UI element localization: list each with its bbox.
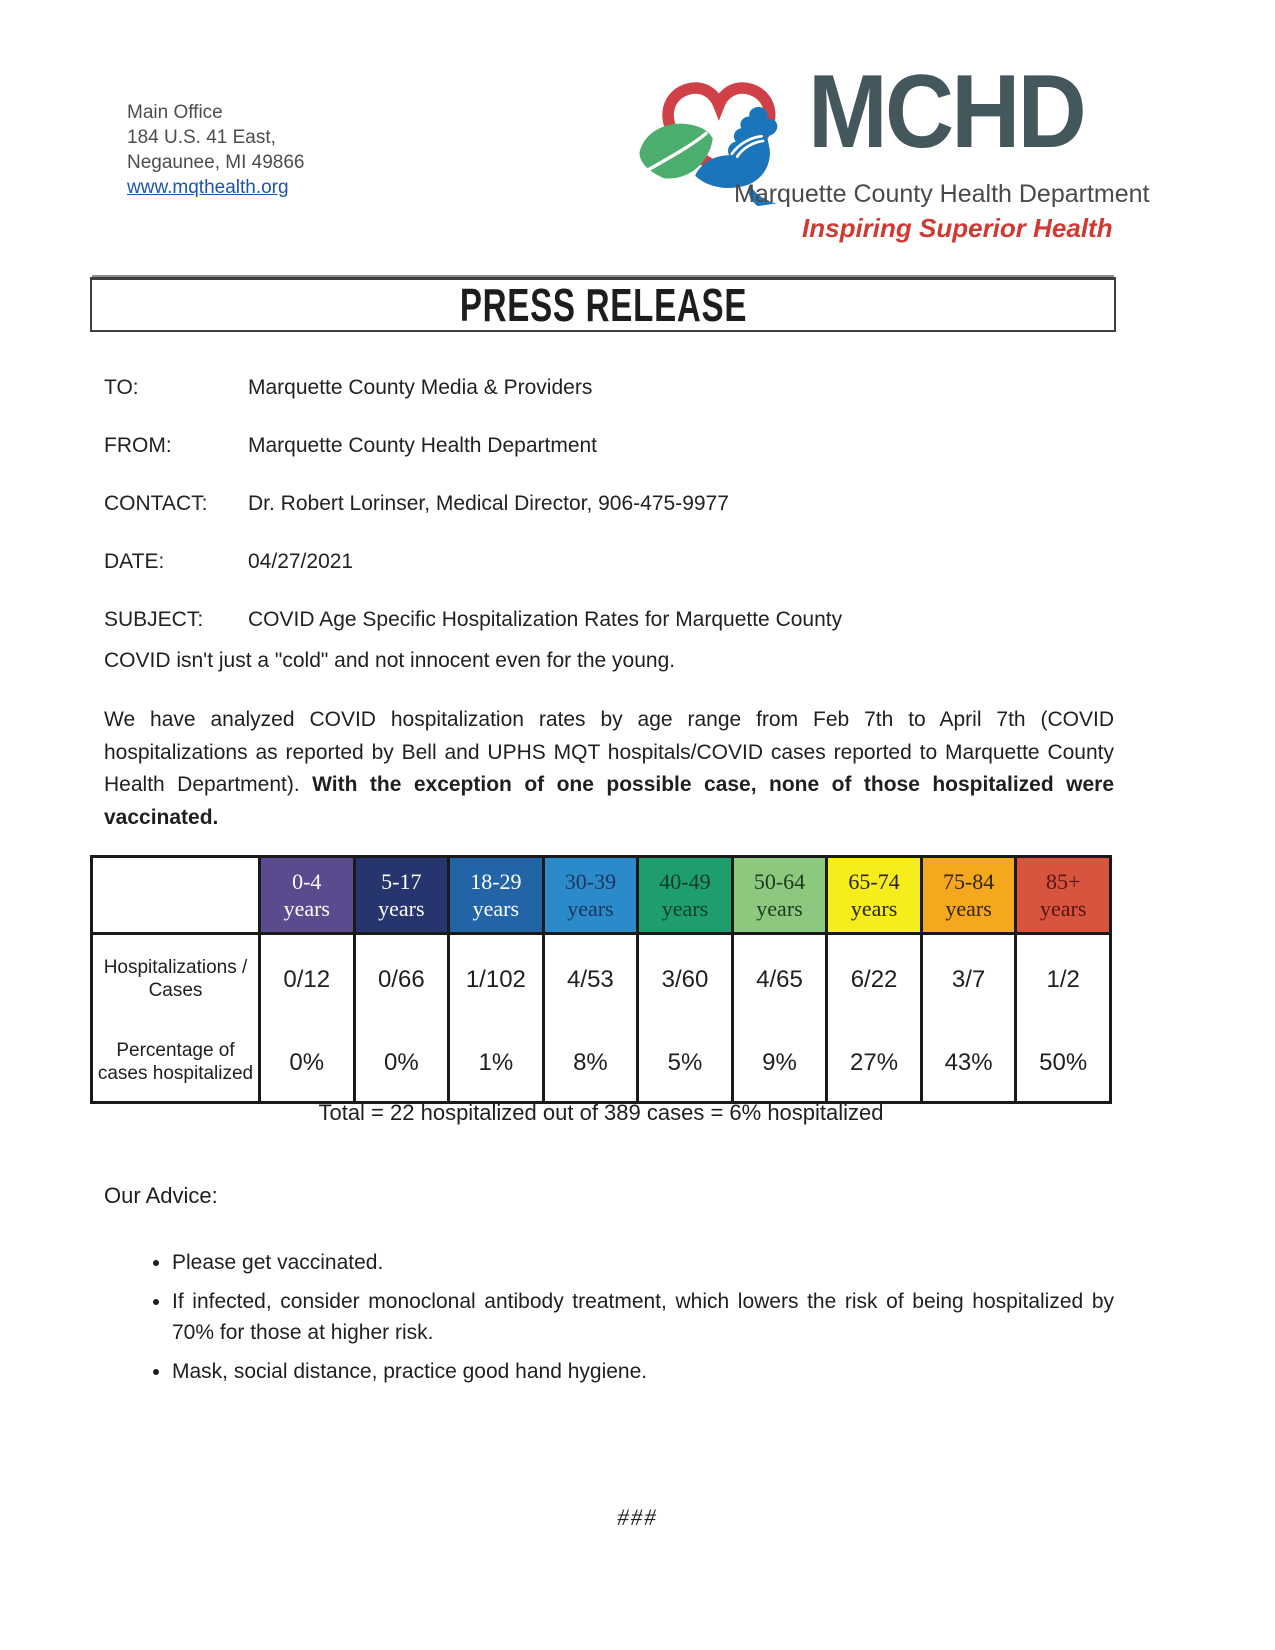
total-summary: Total = 22 hospitalized out of 389 cases = 6% hospitalized: [318, 1100, 884, 1125]
col-header-0-4: [260, 857, 355, 934]
body-text: [104, 648, 1114, 864]
pct-cell-0-4: 0%: [260, 1025, 355, 1103]
advice-list: [104, 1247, 1114, 1387]
hosp-cell-30-39: 4/53: [543, 934, 638, 1026]
age-range: 75-84: [942, 868, 995, 894]
logo-org-name: Marquette County Health Department: [734, 180, 1150, 208]
age-unit: years: [850, 896, 898, 921]
age-range: 40-49: [659, 868, 711, 894]
pct-cell-40-49: 5%: [638, 1025, 733, 1103]
hosp-cell-40-49: 3/60: [638, 934, 733, 1026]
col-header-18-29: [449, 857, 544, 934]
hosp-cell-85plus: 1/2: [1016, 934, 1111, 1026]
age-range: 50-64: [753, 868, 806, 894]
age-range: 85+: [1045, 868, 1081, 894]
age-range: 65-74: [848, 868, 900, 894]
contact-value: Dr. Robert Lorinser, Medical Director, 906-475-9977: [248, 492, 729, 515]
col-header-75-84: [921, 857, 1016, 934]
press-release-banner: [90, 277, 1116, 332]
meta-row-date: [104, 550, 1114, 574]
date-value: 04/27/2021: [248, 550, 354, 573]
pct-cell-50-64: 9%: [732, 1025, 827, 1103]
date-label: DATE:: [104, 550, 165, 573]
meta-row-contact: [104, 492, 1114, 516]
advice-item-vaccinate: • Please get vaccinated.: [172, 1247, 1114, 1279]
age-unit: years: [945, 896, 992, 921]
col-header-40-49: [638, 857, 733, 934]
age-unit: years: [756, 896, 803, 921]
contact-label: CONTACT:: [104, 492, 208, 515]
advice-item-monoclonal: • If infected, consider monoclonal antibody treatment, which lowers the risk of being hospitalized by 70% for those at higher risk.: [172, 1286, 1114, 1349]
pct-cell-65-74: 27%: [827, 1025, 922, 1103]
col-header-30-39: [543, 857, 638, 934]
hosp-cell-5-17: 0/66: [354, 934, 449, 1026]
address-city: Negaunee, MI 49866: [127, 152, 305, 173]
age-unit: years: [472, 896, 520, 921]
hosp-cell-0-4: 0/12: [260, 934, 355, 1026]
address-office: Main Office: [127, 102, 223, 123]
hospitalization-rate-table: [90, 855, 1112, 1104]
table-header-row: [92, 857, 1111, 934]
logo-acronym: MCHD: [808, 54, 1084, 170]
row-label-percentage: Percentage of cases hospitalized: [92, 1025, 260, 1103]
corner-cell: [92, 857, 260, 934]
address-street: 184 U.S. 41 East,: [127, 127, 276, 148]
age-unit: years: [567, 896, 614, 921]
advice-heading: Our Advice:: [104, 1183, 218, 1208]
age-unit: years: [661, 896, 709, 921]
age-unit: years: [378, 896, 425, 921]
from-value: Marquette County Health Department: [248, 434, 598, 457]
memo-header: [104, 376, 1114, 666]
paragraph-analysis-regular: We have analyzed COVID hospitalization rates by age range from Feb 7th to April 7th (COVID hospitalizations as reported by Bell and UPHS MQT hospitals/COVID cases reported to Marquette County Health Department).: [104, 708, 1114, 797]
table-row-hospitalizations: [92, 934, 1111, 1026]
website-link[interactable]: www.mqthealth.org: [127, 177, 289, 198]
age-unit: years: [1039, 896, 1087, 921]
pct-cell-85plus: 50%: [1016, 1025, 1111, 1103]
meta-row-subject: [104, 608, 1114, 632]
pct-cell-18-29: 1%: [449, 1025, 544, 1103]
hosp-cell-65-74: 6/22: [827, 934, 922, 1026]
page-title: PRESS RELEASE: [459, 279, 747, 331]
logo-tagline: Inspiring Superior Health: [802, 213, 1113, 243]
main-office-address: [127, 100, 304, 200]
age-range: 5-17: [381, 868, 422, 894]
col-header-65-74: [827, 857, 922, 934]
pct-cell-5-17: 0%: [354, 1025, 449, 1103]
subject-value: COVID Age Specific Hospitalization Rates for Marquette County: [248, 608, 843, 631]
subject-label: SUBJECT:: [104, 608, 204, 631]
meta-row-from: [104, 434, 1114, 458]
col-header-5-17: [354, 857, 449, 934]
from-label: FROM:: [104, 434, 172, 457]
age-range: 30-39: [564, 868, 617, 894]
col-header-85plus: [1016, 857, 1111, 934]
paragraph-analysis-bold: With the exception of one possible case, none of those hospitalized were vaccinated.: [104, 773, 1115, 829]
age-unit: years: [283, 896, 330, 921]
end-of-release-mark: ###: [617, 1505, 658, 1530]
hosp-cell-18-29: 1/102: [449, 934, 544, 1026]
col-header-50-64: [732, 857, 827, 934]
meta-row-to: [104, 376, 1114, 400]
advice-item-mask: • Mask, social distance, practice good hand hygiene.: [172, 1356, 1114, 1388]
advice-section: [104, 1183, 1114, 1394]
row-label-hospitalizations: Hospitalizations / Cases: [92, 934, 260, 1026]
hosp-cell-50-64: 4/65: [732, 934, 827, 1026]
paragraph-analysis: [104, 704, 1114, 834]
table-row-percentage: [92, 1025, 1111, 1103]
pct-cell-30-39: 8%: [543, 1025, 638, 1103]
pct-cell-75-84: 43%: [921, 1025, 1016, 1103]
hosp-cell-75-84: 3/7: [921, 934, 1016, 1026]
to-label: TO:: [104, 376, 139, 399]
paragraph-intro: COVID isn't just a "cold" and not innocent even for the young.: [104, 649, 676, 672]
age-range: 18-29: [470, 868, 522, 894]
age-range: 0-4: [292, 868, 322, 894]
to-value: Marquette County Media & Providers: [248, 376, 593, 399]
